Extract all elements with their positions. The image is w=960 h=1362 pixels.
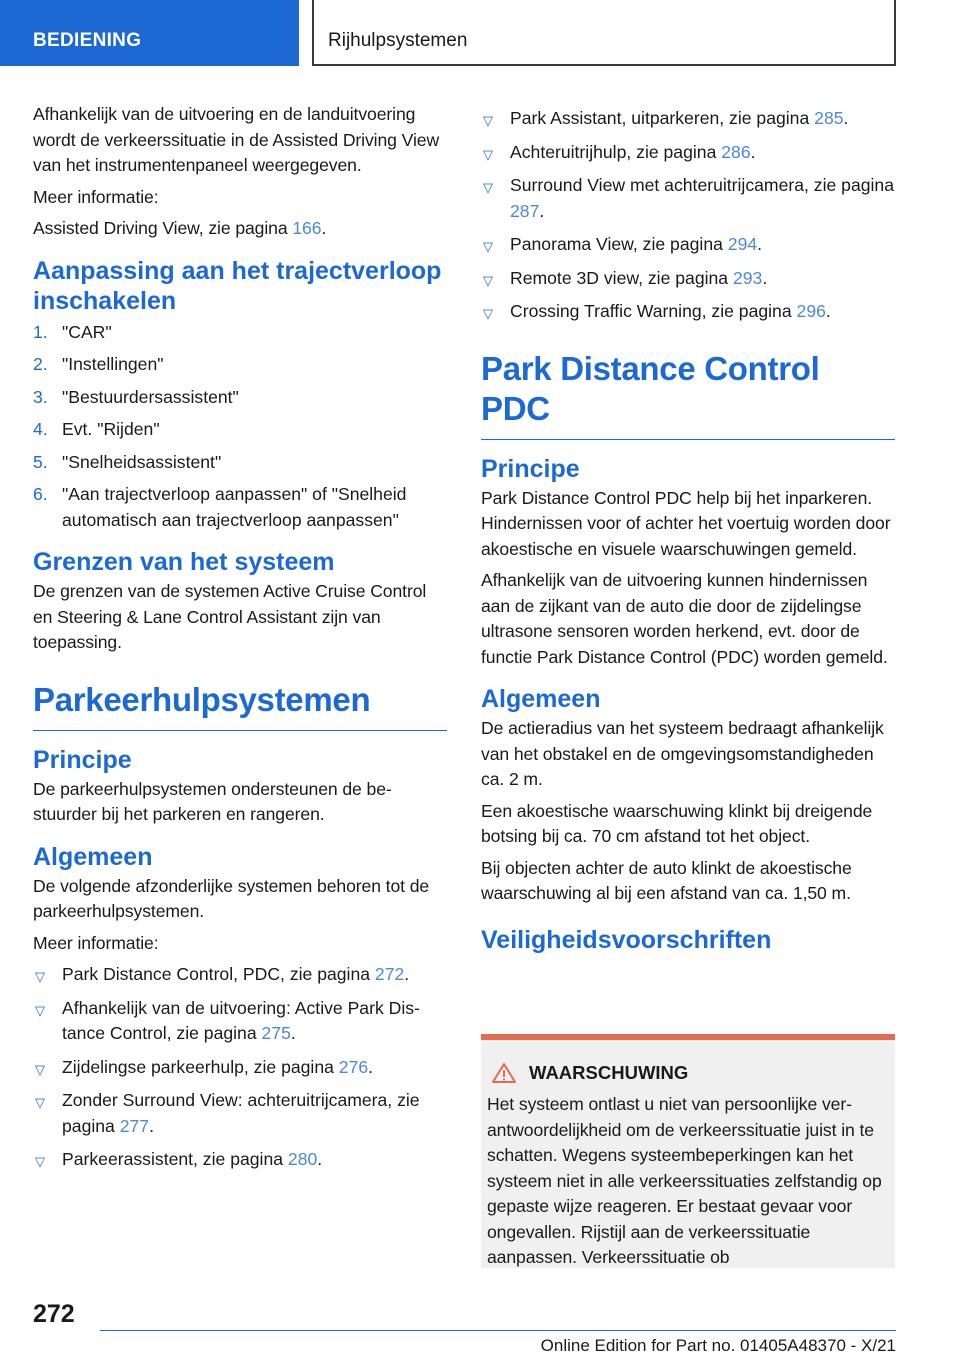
list-item: ▽ Zonder Surround View: achteruitrijcamera, zie pagina 277.	[35, 1090, 420, 1136]
section-tab: BEDIENING	[0, 0, 299, 66]
list-item: ▽ Parkeerassistent, zie pagina 280.	[33, 1147, 447, 1173]
heading-principle: Principe	[481, 454, 580, 483]
system-limits-text: De grenzen van de systemen Active Cruise Control en Steering & Lane Control Assistant zijn van toepassing.	[33, 581, 427, 652]
triangle-bullet-icon: ▽	[35, 1095, 45, 1110]
list-item-text: Parkeerassistent, zie pagina	[62, 1149, 288, 1169]
triangle-bullet-icon: ▽	[483, 272, 493, 288]
page-link[interactable]: 166	[292, 218, 322, 238]
page-link[interactable]: 280	[287, 1149, 318, 1169]
general-text: De actieradius van het systeem bedraagt afhankelijk van het obstakel en de omgevingsomstandigheden ca. 2 m.	[481, 718, 884, 789]
list-item-text: Crossing Traffic Warning, zie pagina	[510, 301, 797, 321]
heading-parking-systems: Parkeerhulpsystemen	[33, 680, 447, 731]
steps-list	[33, 320, 447, 534]
heading-general: Algemeen	[481, 685, 601, 713]
step-text: "CAR"	[62, 321, 112, 342]
heading-enable-route-adaptation: Aanpassing aan het trajectverloop inschakelen	[33, 256, 442, 315]
page-link[interactable]: 287	[510, 200, 540, 221]
page-link[interactable]: 277	[119, 1115, 150, 1136]
list-item: ▽ Achteruitrijhulp, zie pagina 286.	[481, 140, 895, 166]
heading-system-limits: Grenzen van het systeem	[33, 548, 335, 576]
left-column	[33, 102, 447, 1181]
triangle-bullet-icon: ▽	[35, 1061, 45, 1077]
reference-end: .	[321, 218, 327, 238]
warning-triangle-icon	[491, 1062, 517, 1084]
list-item: ▽ Crossing Traffic Warning, zie pagina 296.	[481, 299, 895, 325]
page-link[interactable]: 296	[796, 301, 826, 321]
step-text: Evt. "Rijden"	[62, 419, 160, 439]
list-item: ▽ Afhankelijk van de uitvoering: Active Park Distance Control, zie pagina 275.	[35, 997, 420, 1043]
reference-text: Assisted Driving View, zie pagina	[33, 218, 293, 238]
page-link[interactable]: 294	[727, 234, 758, 254]
systems-list-continued	[481, 106, 895, 325]
systems-list	[33, 962, 447, 1173]
step-item	[33, 450, 447, 476]
list-item: ▽ Remote 3D view, zie pagina 293.	[481, 266, 895, 292]
list-item-text: Afhankelijk van de uitvoering: Active Park Distance Control, zie pagina	[62, 997, 420, 1043]
step-item	[33, 320, 447, 346]
step-number: 4.	[33, 419, 48, 439]
list-item: ▽ Park Assistant, uitparkeren, zie pagina 285.	[481, 106, 895, 132]
step-number: 1.	[33, 321, 48, 342]
page-link[interactable]: 285	[814, 108, 844, 128]
edition-note: Online Edition for Part no. 01405A48370 - X/21	[540, 1336, 896, 1355]
intro-paragraph: Afhankelijk van de uitvoering en de landuitvoering wordt de verkeerssituatie in de Assisted Driving View van het instrumentenpaneel weergegeven.	[33, 104, 440, 175]
triangle-bullet-icon: ▽	[483, 239, 493, 254]
list-item-text: Achteruitrijhulp, zie pagina	[510, 141, 722, 162]
triangle-bullet-icon: ▽	[483, 146, 493, 162]
triangle-bullet-icon: ▽	[35, 1154, 45, 1169]
step-number: 5.	[33, 451, 48, 472]
warning-box	[481, 1034, 895, 1268]
page-number: 272	[33, 1300, 75, 1328]
heading-safety-instructions: Veiligheidsvoorschriften	[481, 925, 772, 954]
warning-title: WAARSCHUWING	[529, 1062, 689, 1083]
page-link[interactable]: 293	[732, 267, 763, 288]
general-text: Een akoestische waarschuwing klinkt bij dreigende botsing bij ca. 70 cm afstand tot het object.	[481, 800, 873, 846]
step-text: "Bestuurdersassistent"	[62, 386, 239, 407]
heading-park-distance-control: Park Distance Control PDC	[481, 349, 895, 440]
step-text: "Aan trajectverloop aanpassen" of "Snelheid automatisch aan trajectverloop aanpassen"	[62, 484, 407, 530]
page-link[interactable]: 286	[721, 141, 751, 162]
heading-general: Algemeen	[33, 842, 153, 871]
triangle-bullet-icon: ▽	[483, 113, 493, 128]
list-item-text: Park Distance Control, PDC, zie pagina	[62, 964, 375, 984]
page-link[interactable]: 272	[374, 964, 405, 984]
principle-text: Park Distance Control PDC help bij het inparkeren. Hindernissen voor of achter het voertuig worden door akoestische en visuele waarschuwingen gemeld.	[481, 487, 891, 559]
step-item	[33, 482, 447, 533]
list-item-text: Remote 3D view, zie pagina	[510, 267, 733, 288]
step-number: 3.	[33, 386, 48, 407]
list-item-text: Park Assistant, uitparkeren, zie pagina	[510, 108, 815, 128]
footer-divider	[100, 1330, 896, 1331]
general-text: Bij objecten achter de auto klinkt de akoestische waarschuwing al bij een afstand van ca. 1,50 m.	[481, 857, 852, 903]
step-text: "Instellingen"	[62, 354, 164, 374]
intro-reference	[33, 216, 447, 242]
general-text: De volgende afzonderlijke systemen behoren tot de parkeerhulpsystemen.	[33, 875, 430, 921]
triangle-bullet-icon: ▽	[483, 180, 493, 195]
step-text: "Snelheidsassistent"	[62, 451, 222, 472]
principle-text: De parkeerhulpsystemen ondersteunen de bestuurder bij het parkeren en rangeren.	[33, 778, 392, 824]
step-number: 6.	[33, 484, 48, 504]
page-link[interactable]: 275	[261, 1023, 291, 1043]
list-item-text: Zonder Surround View: achteruitrijcamera, zie pagina	[62, 1090, 420, 1136]
step-item	[33, 352, 447, 378]
list-item-text: Zijdelingse parkeerhulp, zie pagina	[62, 1056, 339, 1077]
chapter-title: Rijhulpsystemen	[312, 0, 896, 66]
page-link[interactable]: 276	[338, 1056, 369, 1077]
heading-principle: Principe	[33, 745, 132, 774]
triangle-bullet-icon: ▽	[35, 1002, 45, 1018]
warning-header	[487, 1062, 889, 1084]
list-item: ▽ Park Distance Control, PDC, zie pagina 272.	[33, 962, 447, 988]
triangle-bullet-icon: ▽	[35, 969, 45, 984]
step-item	[33, 417, 447, 443]
warning-text: Het systeem ontlast u niet van persoonlijke verantwoordelijkheid om de verkeerssituatie juist in te schatten. Wegens systeembeperkingen kan het systeem niet in alle verkeerssituaties zelfstandig op gepaste wijze reageren. Er bestaat gevaar voor ongevallen. Rijstijl aan de verkeerssituatie aanpassen. Verkeerssituatie ob	[487, 1094, 882, 1267]
triangle-bullet-icon: ▽	[483, 306, 493, 321]
intro-more-info: Meer informatie:	[33, 186, 159, 207]
principle-text: Afhankelijk van de uitvoering kunnen hindernissen aan de zijkant van de auto die door de zijdelingse ultrasone sensoren worden herkend, evt. door de functie Park Distance Control (PDC) worden gemeld.	[481, 570, 888, 667]
right-column	[481, 102, 895, 957]
step-number: 2.	[33, 354, 48, 374]
list-item-text: Surround View met achteruitrijcamera, zie pagina	[510, 175, 894, 195]
list-item: ▽ Panorama View, zie pagina 294.	[481, 232, 895, 258]
general-more-info: Meer informatie:	[33, 932, 159, 953]
step-item	[33, 385, 447, 411]
list-item-text: Panorama View, zie pagina	[510, 234, 728, 254]
list-item: ▽ Zijdelingse parkeerhulp, zie pagina 276.	[33, 1055, 447, 1081]
list-item: ▽ Surround View met achteruitrijcamera, zie pagina 287.	[483, 175, 894, 221]
